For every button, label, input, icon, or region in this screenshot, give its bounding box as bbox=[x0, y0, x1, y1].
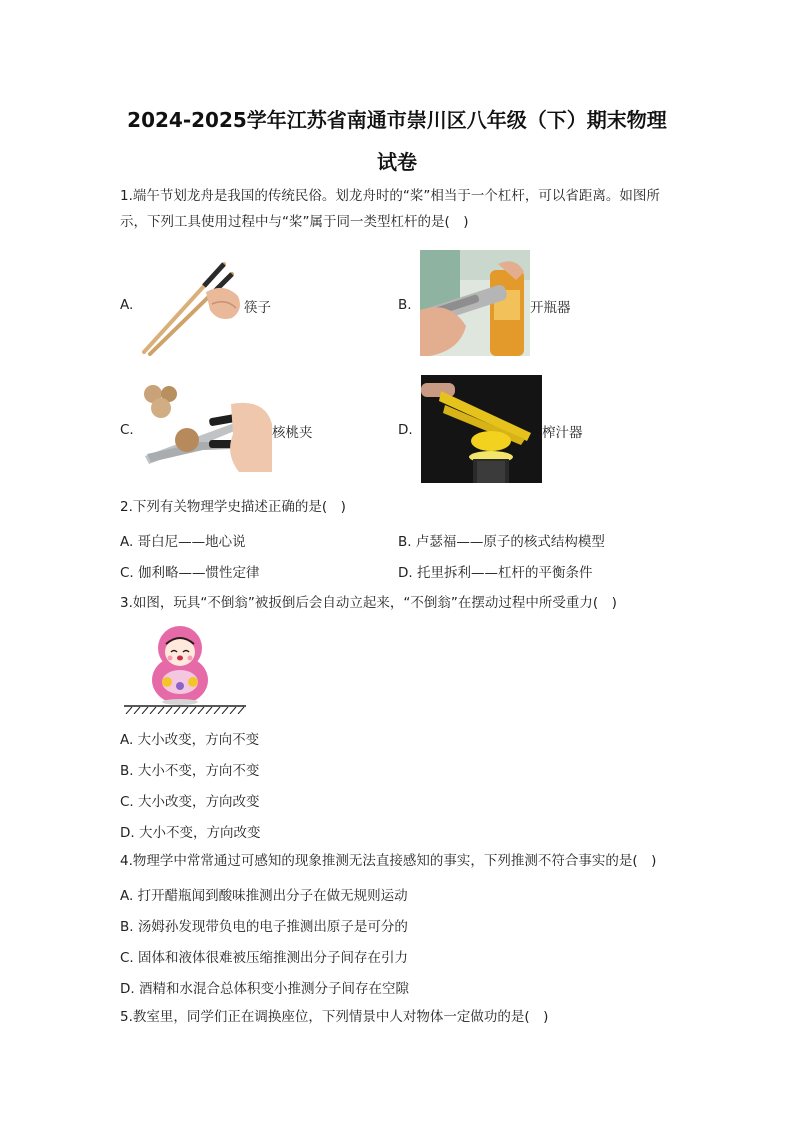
q2-option-b: B. 卢瑟福——原子的核式结构模型 bbox=[398, 534, 605, 550]
q4-option-b: B. 汤姆孙发现带负电的电子推测出原子是可分的 bbox=[120, 919, 408, 935]
option-c-label: 核桃夹 bbox=[272, 425, 313, 441]
option-c-letter: C. bbox=[120, 422, 134, 438]
q4-option-a: A. 打开醋瓶闻到酸味推测出分子在做无规则运动 bbox=[120, 888, 408, 904]
option-b-label: 开瓶器 bbox=[530, 300, 571, 316]
q3-option-d: D. 大小不变，方向改变 bbox=[120, 825, 261, 841]
nutcracker-image bbox=[139, 384, 272, 472]
juicer-image bbox=[421, 375, 542, 483]
option-d-letter: D. bbox=[398, 422, 413, 438]
option-d-label: 榨汁器 bbox=[542, 425, 583, 441]
option-a-label: 筷子 bbox=[244, 300, 271, 316]
bottle-opener-image bbox=[420, 250, 530, 356]
q2-option-d: D. 托里拆利——杠杆的平衡条件 bbox=[398, 565, 593, 581]
chopsticks-image bbox=[140, 252, 244, 356]
q3-option-c: C. 大小改变，方向改变 bbox=[120, 794, 260, 810]
exam-title-continued: 试卷 bbox=[377, 150, 417, 174]
option-a-letter: A. bbox=[120, 297, 134, 313]
question-4-stem: 4.物理学中常常通过可感知的现象推测无法直接感知的事实，下列推测不符合事实的是( ) bbox=[120, 853, 657, 869]
exam-title: 2024-2025学年江苏省南通市崇川区八年级（下）期末物理 bbox=[127, 108, 667, 132]
q2-option-c: C. 伽利略——惯性定律 bbox=[120, 565, 260, 581]
q3-option-b: B. 大小不变，方向不变 bbox=[120, 763, 260, 779]
question-1-stem: 1.端午节划龙舟是我国的传统民俗。划龙舟时的“桨”相当于一个杠杆，可以省距离。如图所示，下列工具使用过程中与“桨”属于同一类型杠杆的是( ) bbox=[120, 188, 660, 230]
q2-option-a: A. 哥白尼——地心说 bbox=[120, 534, 246, 550]
option-b-letter: B. bbox=[398, 297, 412, 313]
q3-option-a: A. 大小改变，方向不变 bbox=[120, 732, 260, 748]
q4-option-c: C. 固体和液体很难被压缩推测出分子间存在引力 bbox=[120, 950, 409, 966]
question-5-stem: 5.教室里，同学们正在调换座位，下列情景中人对物体一定做功的是( ) bbox=[120, 1009, 549, 1025]
question-2-stem: 2.下列有关物理学史描述正确的是( ) bbox=[120, 499, 346, 515]
tumbler-toy-image bbox=[122, 622, 248, 714]
q4-option-d: D. 酒精和水混合总体积变小推测分子间存在空隙 bbox=[120, 981, 409, 997]
question-3-stem: 3.如图，玩具“不倒翁”被扳倒后会自动立起来，“不倒翁”在摆动过程中所受重力( ) bbox=[120, 595, 617, 611]
